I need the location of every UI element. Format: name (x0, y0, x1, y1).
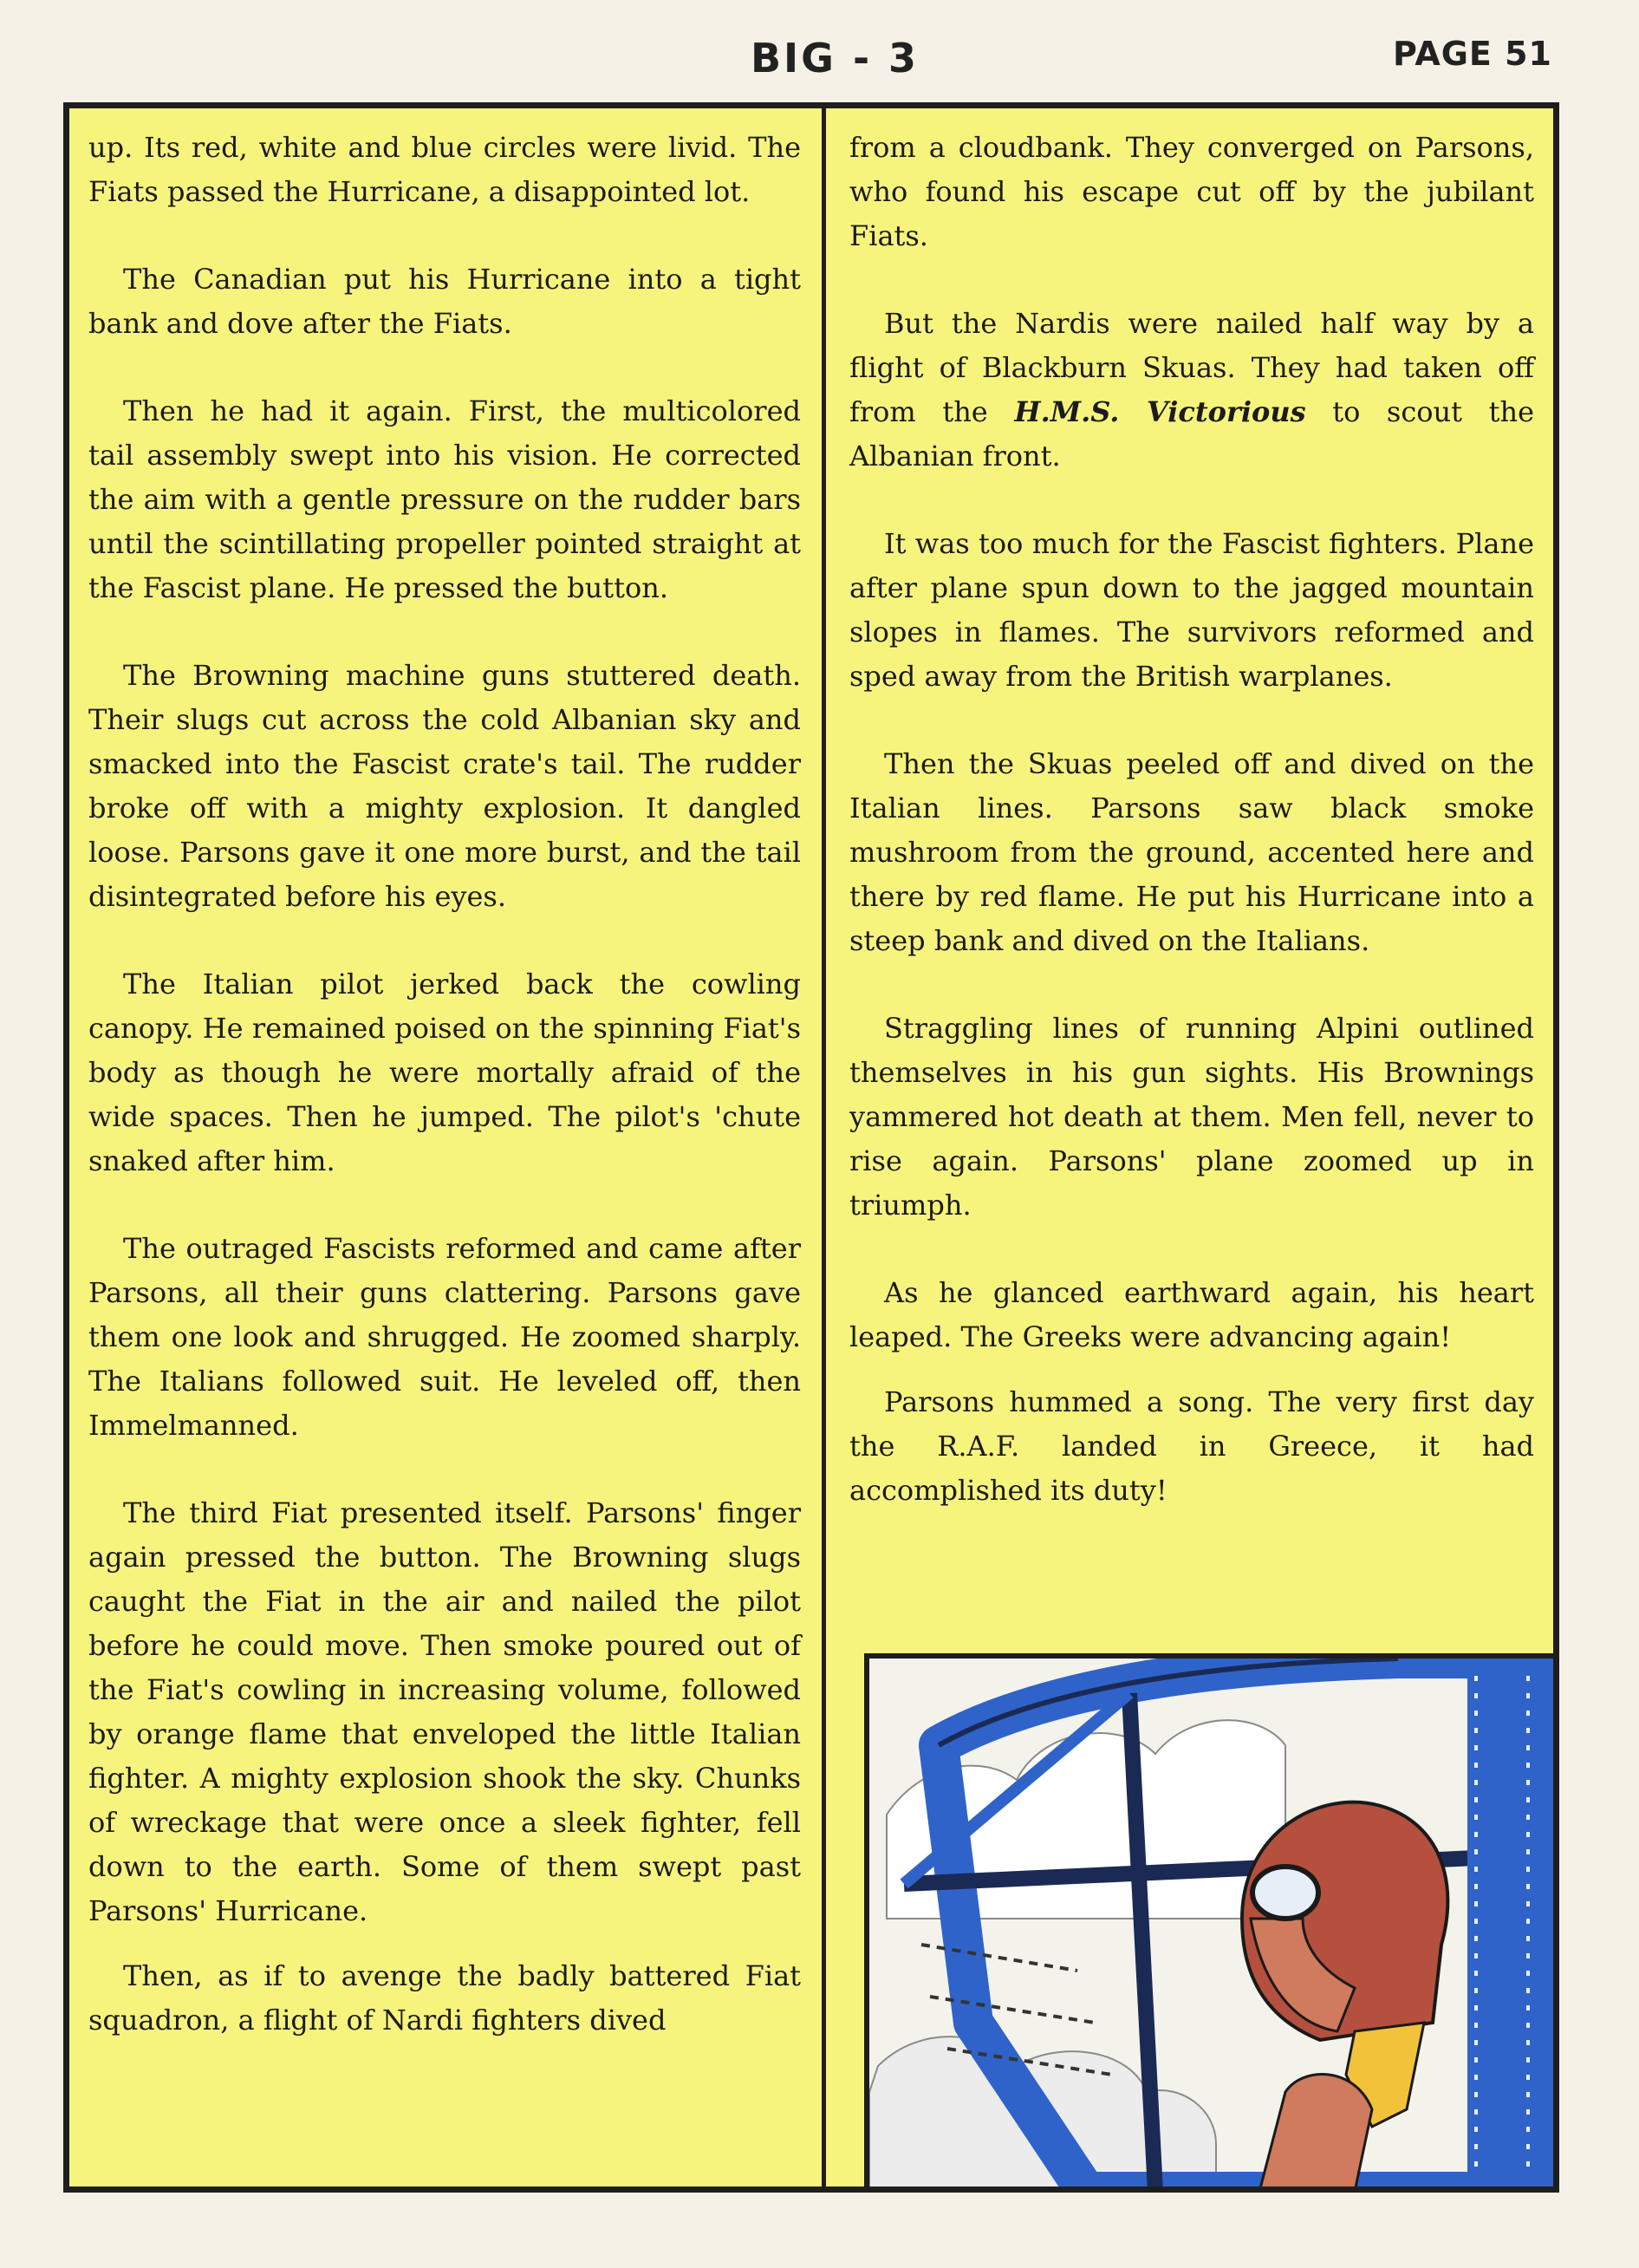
text-run: But the Nardis were nailed half way by a flight of Blackburn Skuas. They had taken off from the (849, 307, 1534, 428)
paragraph: from a cloudbank. They converged on Parsons, who found his escape cut off by the jubilant Fiats. (849, 131, 1534, 252)
paragraph (849, 302, 1534, 479)
paragraph: As he glanced earthward again, his heart leaped. The Greeks were advancing again! (849, 1276, 1534, 1353)
paragraph: Straggling lines of running Alpini outlined themselves in his gun sights. His Brownings yammered hot death at them. Men fell, never to rise again. Parsons' plane zoomed up in triumph. (849, 1012, 1534, 1222)
text-run: to scout the Albanian front. (849, 395, 1535, 472)
page-number: PAGE 51 (1392, 35, 1552, 73)
ship-name: H.M.S. Victorious (1014, 395, 1306, 428)
paragraph: The outraged Fascists reformed and came after Parsons, all their guns clattering. Parsons gave them one look and shrugged. He zoomed sharply. The Italians followed suit. He leveled off, then Immelmanned. (88, 1232, 801, 1442)
paragraph: The Canadian put his Hurricane into a tight bank and dove after the Fiats. (88, 263, 801, 340)
column-divider (822, 108, 826, 2187)
paragraph: Then the Skuas peeled off and dived on the Italian lines. Parsons saw black smoke mushroom from the ground, accented here and there by red flame. He put his Hurricane into a steep bank and dived on the Italians. (849, 747, 1534, 957)
series-title: BIG - 3 (751, 35, 920, 81)
pilot-goggles (1252, 1867, 1318, 1919)
left-column (88, 126, 801, 2086)
paragraph: Then, as if to avenge the badly battered Fiat squadron, a flight of Nardi fighters dived (88, 1959, 801, 2037)
paragraph: Then he had it again. First, the multicolored tail assembly swept into his vision. He corrected the aim with a gentle pressure on the rudder bars until the scintillating propeller pointed straight at the Fascist plane. He pressed the button. (88, 394, 801, 604)
fuselage-panel (1467, 1659, 1558, 2192)
right-column (849, 126, 1534, 1556)
illustration-panel (864, 1653, 1558, 2192)
paragraph: up. Its red, white and blue circles were livid. The Fiats passed the Hurricane, a disappointed lot. (88, 131, 801, 208)
text-page-frame (63, 102, 1559, 2193)
pilot-cockpit-illustration (869, 1659, 1558, 2192)
paragraph: The third Fiat presented itself. Parsons' finger again pressed the button. The Browning slugs caught the Fiat in the air and nailed the pilot before he could move. Then smoke poured out of the Fiat's cowling in increasing volume, followed by orange flame that enveloped the little Italian fighter. A mighty explosion shook the sky. Chunks of wreckage that were once a sleek fighter, fell down to the earth. Some of them swept past Parsons' Hurricane. (88, 1496, 801, 1927)
paragraph: The Italian pilot jerked back the cowling canopy. He remained poised on the spinning Fiat's body as though he were mortally afraid of the wide spaces. Then he jumped. The pilot's 'chute snaked after him. (88, 968, 801, 1177)
paragraph: It was too much for the Fascist fighters. Plane after plane spun down to the jagged mountain slopes in flames. The survivors reformed and sped away from the British warplanes. (849, 527, 1534, 693)
paragraph: Parsons hummed a song. The very first day the R.A.F. landed in Greece, it had accomplished its duty! (849, 1385, 1534, 1507)
paragraph: The Browning machine guns stuttered death. Their slugs cut across the cold Albanian sky and smacked into the Fascist crate's tail. The rudder broke off with a mighty explosion. It dangled loose. Parsons gave it one more burst, and the tail disintegrated before his eyes. (88, 659, 801, 913)
